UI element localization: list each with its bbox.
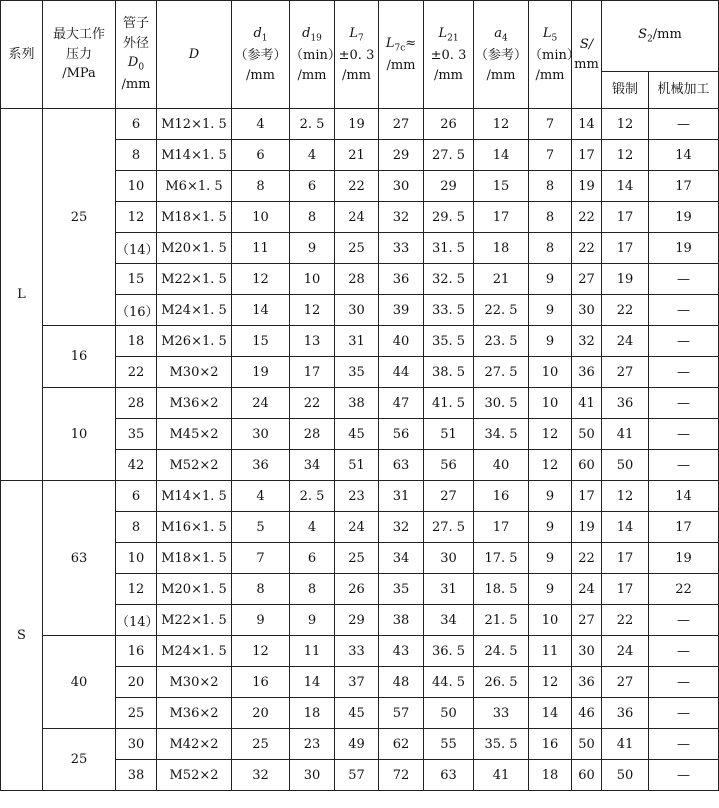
- table-row: [1, 388, 719, 419]
- table-cell: 17: [602, 233, 649, 264]
- table-cell: 19: [572, 512, 602, 543]
- header-machined: 机械加工: [649, 72, 719, 109]
- table-row: [1, 636, 719, 667]
- table-cell: 35. 5: [424, 326, 474, 357]
- table-cell: 40: [379, 326, 424, 357]
- table-cell: 8: [232, 171, 290, 202]
- table-cell: —: [649, 295, 719, 326]
- table-cell: 26. 5: [474, 667, 529, 698]
- table-cell: 12: [602, 109, 649, 140]
- table-cell: 30: [232, 419, 290, 450]
- table-cell: 12: [116, 574, 157, 605]
- table-cell: 22: [572, 543, 602, 574]
- table-cell: 34: [290, 450, 335, 481]
- table-cell: 27. 5: [424, 512, 474, 543]
- table-cell: 31: [424, 574, 474, 605]
- table-cell: 56: [379, 419, 424, 450]
- table-cell: 41: [602, 419, 649, 450]
- table-cell: 57: [335, 760, 379, 791]
- table-cell: 9: [529, 512, 572, 543]
- table-cell: （14）: [116, 233, 157, 264]
- table-cell: 18: [474, 233, 529, 264]
- table-cell: 33: [474, 698, 529, 729]
- header-D: D: [157, 1, 232, 109]
- table-cell: 22: [335, 171, 379, 202]
- table-cell: 14: [290, 667, 335, 698]
- table-cell: 63: [424, 760, 474, 791]
- table-cell: 9: [290, 233, 335, 264]
- table-cell: 25: [335, 233, 379, 264]
- table-cell: —: [649, 698, 719, 729]
- table-cell: 15: [116, 264, 157, 295]
- table-cell: 21. 5: [474, 605, 529, 636]
- header-S2: $S_2/mm$: [602, 1, 719, 72]
- table-cell: 29: [424, 171, 474, 202]
- table-cell: 12: [529, 450, 572, 481]
- table-cell: 4: [232, 109, 290, 140]
- series-cell: S: [1, 481, 43, 791]
- table-cell: 32: [379, 202, 424, 233]
- table-cell: 23. 5: [474, 326, 529, 357]
- table-cell: —: [649, 605, 719, 636]
- table-cell: 11: [529, 636, 572, 667]
- table-cell: 15: [232, 326, 290, 357]
- table-cell: 10: [529, 605, 572, 636]
- table-cell: 18: [116, 326, 157, 357]
- table-row: [1, 109, 719, 140]
- table-cell: —: [649, 729, 719, 760]
- table-cell: 19: [649, 233, 719, 264]
- header-forged: 锻制: [602, 72, 649, 109]
- table-cell: 9: [529, 481, 572, 512]
- table-cell: 35. 5: [474, 729, 529, 760]
- table-cell: 40: [474, 450, 529, 481]
- table-cell: 29: [379, 140, 424, 171]
- table-cell: 17: [602, 543, 649, 574]
- table-cell: 9: [529, 574, 572, 605]
- table-cell: 15: [474, 171, 529, 202]
- table-cell: M18×1. 5: [157, 543, 232, 574]
- table-cell: 18. 5: [474, 574, 529, 605]
- table-cell: M36×2: [157, 698, 232, 729]
- table-cell: 14: [649, 140, 719, 171]
- table-cell: 6: [232, 140, 290, 171]
- table-cell: 17: [649, 512, 719, 543]
- table-cell: 12: [232, 636, 290, 667]
- table-cell: 19: [335, 109, 379, 140]
- table-cell: 48: [379, 667, 424, 698]
- table-cell: 50: [602, 760, 649, 791]
- table-cell: 8: [116, 512, 157, 543]
- pressure-cell: 10: [43, 388, 116, 481]
- table-cell: 51: [424, 419, 474, 450]
- table-cell: 47: [379, 388, 424, 419]
- table-cell: 6: [290, 543, 335, 574]
- table-cell: 12: [474, 109, 529, 140]
- table-cell: 44. 5: [424, 667, 474, 698]
- table-row: [1, 481, 719, 512]
- table-cell: 17: [572, 140, 602, 171]
- table-cell: M30×2: [157, 357, 232, 388]
- table-cell: 17: [602, 574, 649, 605]
- table-cell: 32: [572, 326, 602, 357]
- table-cell: 22: [602, 295, 649, 326]
- table-cell: M36×2: [157, 388, 232, 419]
- table-cell: 9: [529, 326, 572, 357]
- table-cell: 12: [290, 295, 335, 326]
- table-cell: 20: [232, 698, 290, 729]
- table-cell: 24: [602, 636, 649, 667]
- table-cell: M30×2: [157, 667, 232, 698]
- table-cell: 27: [424, 481, 474, 512]
- table-cell: 30: [572, 636, 602, 667]
- table-cell: 6: [290, 171, 335, 202]
- table-cell: 35: [116, 419, 157, 450]
- table-cell: —: [649, 636, 719, 667]
- table-cell: —: [649, 357, 719, 388]
- table-cell: 25: [335, 543, 379, 574]
- table-cell: M16×1. 5: [157, 512, 232, 543]
- table-cell: M45×2: [157, 419, 232, 450]
- table-cell: 39: [379, 295, 424, 326]
- table-cell: 41: [572, 388, 602, 419]
- header-L21: $L_{21}$ ±0. 3 /mm: [424, 1, 474, 109]
- table-row: [1, 326, 719, 357]
- pressure-cell: 16: [43, 326, 116, 388]
- table-cell: 50: [572, 729, 602, 760]
- table-cell: 24: [335, 512, 379, 543]
- table-cell: 27. 5: [474, 357, 529, 388]
- table-cell: 10: [116, 171, 157, 202]
- table-cell: 6: [116, 481, 157, 512]
- table-cell: （16）: [116, 295, 157, 326]
- table-cell: M20×1. 5: [157, 574, 232, 605]
- table-cell: 23: [335, 481, 379, 512]
- table-cell: 17: [474, 512, 529, 543]
- table-cell: 18: [529, 760, 572, 791]
- table-cell: 7: [232, 543, 290, 574]
- table-cell: 46: [572, 698, 602, 729]
- table-cell: 17: [290, 357, 335, 388]
- table-cell: 42: [116, 450, 157, 481]
- table-cell: 14: [649, 481, 719, 512]
- table-cell: 36: [379, 264, 424, 295]
- table-cell: 18: [290, 698, 335, 729]
- table-cell: 41: [602, 729, 649, 760]
- table-cell: 62: [379, 729, 424, 760]
- table-cell: 55: [424, 729, 474, 760]
- table-cell: 6: [116, 109, 157, 140]
- table-cell: 24: [572, 574, 602, 605]
- pressure-cell: 25: [43, 729, 116, 791]
- table-cell: 45: [335, 698, 379, 729]
- table-cell: 12: [232, 264, 290, 295]
- header-d19: $d_{19}$ （min） /mm: [290, 1, 335, 109]
- table-cell: 36: [232, 450, 290, 481]
- table-cell: 12: [529, 419, 572, 450]
- table-cell: 37: [335, 667, 379, 698]
- table-cell: 34: [424, 605, 474, 636]
- table-cell: （14）: [116, 605, 157, 636]
- table-cell: 25: [116, 698, 157, 729]
- table-cell: 10: [529, 357, 572, 388]
- table-cell: 9: [529, 295, 572, 326]
- table-cell: 11: [232, 233, 290, 264]
- pressure-cell: 40: [43, 636, 116, 729]
- table-cell: 12: [116, 202, 157, 233]
- table-cell: 32: [232, 760, 290, 791]
- table-cell: 12: [602, 140, 649, 171]
- table-cell: 50: [572, 419, 602, 450]
- table-cell: M22×1. 5: [157, 605, 232, 636]
- table-cell: 41: [474, 760, 529, 791]
- table-cell: 21: [474, 264, 529, 295]
- table-cell: 38: [379, 605, 424, 636]
- table-cell: 22: [116, 357, 157, 388]
- table-cell: 10: [290, 264, 335, 295]
- table-cell: M52×2: [157, 760, 232, 791]
- table-cell: 22: [572, 233, 602, 264]
- table-cell: 24. 5: [474, 636, 529, 667]
- header-series: 系列: [1, 1, 43, 109]
- table-cell: 34. 5: [474, 419, 529, 450]
- table-cell: 8: [232, 574, 290, 605]
- table-cell: 36: [572, 357, 602, 388]
- table-cell: 12: [529, 667, 572, 698]
- header-diameter: 管子 外径 $D_0$ /mm: [116, 1, 157, 109]
- table-cell: —: [649, 760, 719, 791]
- table-cell: 17: [572, 481, 602, 512]
- header-a4: $a_4$ （参考） /mm: [474, 1, 529, 109]
- table-cell: 22: [290, 388, 335, 419]
- table-cell: 19: [232, 357, 290, 388]
- table-cell: 8: [529, 233, 572, 264]
- table-cell: M24×1. 5: [157, 636, 232, 667]
- table-cell: 63: [379, 450, 424, 481]
- table-cell: 20: [116, 667, 157, 698]
- table-cell: M24×1. 5: [157, 295, 232, 326]
- table-cell: 31: [379, 481, 424, 512]
- table-cell: —: [649, 109, 719, 140]
- table-cell: —: [649, 419, 719, 450]
- table-cell: 31: [335, 326, 379, 357]
- table-cell: 38: [335, 388, 379, 419]
- table-cell: 57: [379, 698, 424, 729]
- table-cell: 17: [602, 202, 649, 233]
- table-cell: 9: [529, 543, 572, 574]
- table-cell: —: [649, 264, 719, 295]
- table-cell: —: [649, 326, 719, 357]
- table-cell: 27: [572, 605, 602, 636]
- table-cell: 4: [290, 140, 335, 171]
- table-cell: 14: [232, 295, 290, 326]
- table-cell: 24: [232, 388, 290, 419]
- table-cell: 27. 5: [424, 140, 474, 171]
- header-L7c: $L_{7c}\approx$ /mm: [379, 1, 424, 109]
- table-cell: 16: [116, 636, 157, 667]
- table-cell: 17: [474, 202, 529, 233]
- table-cell: 50: [424, 698, 474, 729]
- table-cell: 26: [335, 574, 379, 605]
- table-cell: 27: [572, 264, 602, 295]
- table-cell: 27: [602, 667, 649, 698]
- table-cell: 24: [602, 326, 649, 357]
- table-cell: 7: [529, 140, 572, 171]
- table-cell: 9: [529, 264, 572, 295]
- table-cell: 33. 5: [424, 295, 474, 326]
- table-cell: M22×1. 5: [157, 264, 232, 295]
- table-cell: 11: [290, 636, 335, 667]
- table-cell: 14: [572, 109, 602, 140]
- table-cell: 14: [529, 698, 572, 729]
- table-cell: 27: [602, 357, 649, 388]
- table-cell: 32. 5: [424, 264, 474, 295]
- table-cell: 29: [335, 605, 379, 636]
- series-cell: L: [1, 109, 43, 481]
- table-cell: 4: [232, 481, 290, 512]
- header-L5: $L_5$ （min） /mm: [529, 1, 572, 109]
- table-cell: 8: [290, 574, 335, 605]
- table-cell: 23: [290, 729, 335, 760]
- pressure-cell: 63: [43, 481, 116, 636]
- table-cell: 4: [290, 512, 335, 543]
- table-cell: 30: [116, 729, 157, 760]
- table-cell: 12: [602, 481, 649, 512]
- table-cell: 16: [529, 729, 572, 760]
- table-cell: 28: [335, 264, 379, 295]
- table-cell: 51: [335, 450, 379, 481]
- table-cell: M12×1. 5: [157, 109, 232, 140]
- table-cell: 14: [474, 140, 529, 171]
- table-header: [1, 1, 719, 109]
- table-cell: 25: [232, 729, 290, 760]
- table-cell: M42×2: [157, 729, 232, 760]
- header-pressure: 最大工作 压力 /MPa: [43, 1, 116, 109]
- table-cell: 60: [572, 450, 602, 481]
- table-cell: M52×2: [157, 450, 232, 481]
- table-cell: 35: [335, 357, 379, 388]
- table-cell: 56: [424, 450, 474, 481]
- table-cell: M20×1. 5: [157, 233, 232, 264]
- table-cell: 19: [649, 543, 719, 574]
- table-cell: 17. 5: [474, 543, 529, 574]
- table-cell: M6×1. 5: [157, 171, 232, 202]
- table-cell: 17: [649, 171, 719, 202]
- table-cell: 38. 5: [424, 357, 474, 388]
- table-cell: 36. 5: [424, 636, 474, 667]
- table-cell: 21: [335, 140, 379, 171]
- table-cell: 60: [572, 760, 602, 791]
- table-cell: M14×1. 5: [157, 140, 232, 171]
- header-L7: $L_7$ ±0. 3 /mm: [335, 1, 379, 109]
- table-cell: 30: [290, 760, 335, 791]
- table-cell: 8: [116, 140, 157, 171]
- table-cell: 43: [379, 636, 424, 667]
- table-cell: 27: [379, 109, 424, 140]
- header-S: S/ mm: [572, 1, 602, 109]
- table-cell: 41. 5: [424, 388, 474, 419]
- table-cell: 22: [572, 202, 602, 233]
- table-cell: —: [649, 388, 719, 419]
- table-cell: 33: [379, 233, 424, 264]
- table-cell: 9: [290, 605, 335, 636]
- pressure-cell: 25: [43, 109, 116, 326]
- table-cell: 72: [379, 760, 424, 791]
- table-cell: 13: [290, 326, 335, 357]
- table-cell: 14: [602, 512, 649, 543]
- table-cell: 36: [572, 667, 602, 698]
- table-cell: 19: [602, 264, 649, 295]
- table-cell: 2. 5: [290, 481, 335, 512]
- table-cell: 31. 5: [424, 233, 474, 264]
- table-cell: 34: [379, 543, 424, 574]
- table-cell: 10: [232, 202, 290, 233]
- header-d1: $d_1$ （参考） /mm: [232, 1, 290, 109]
- table-cell: 29. 5: [424, 202, 474, 233]
- table-cell: 36: [602, 388, 649, 419]
- table-cell: —: [649, 450, 719, 481]
- table-cell: 28: [290, 419, 335, 450]
- table-cell: M26×1. 5: [157, 326, 232, 357]
- table-cell: 32: [379, 512, 424, 543]
- table-cell: 38: [116, 760, 157, 791]
- table-cell: 30: [572, 295, 602, 326]
- table-cell: 8: [290, 202, 335, 233]
- table-cell: 22: [602, 605, 649, 636]
- table-cell: 24: [335, 202, 379, 233]
- table-cell: —: [649, 667, 719, 698]
- table-cell: 19: [572, 171, 602, 202]
- table-cell: 33: [335, 636, 379, 667]
- table-cell: 2. 5: [290, 109, 335, 140]
- table-cell: 10: [529, 388, 572, 419]
- table-cell: 9: [232, 605, 290, 636]
- table-cell: 19: [649, 202, 719, 233]
- table-cell: 50: [602, 450, 649, 481]
- table-cell: 8: [529, 202, 572, 233]
- table-cell: 44: [379, 357, 424, 388]
- table-body: [1, 109, 719, 791]
- table-cell: 16: [474, 481, 529, 512]
- table-cell: 5: [232, 512, 290, 543]
- table-cell: 22. 5: [474, 295, 529, 326]
- table-cell: 30: [335, 295, 379, 326]
- table-cell: 30: [379, 171, 424, 202]
- table-cell: M14×1. 5: [157, 481, 232, 512]
- table-cell: 30: [424, 543, 474, 574]
- table-cell: 14: [602, 171, 649, 202]
- table-cell: 30. 5: [474, 388, 529, 419]
- table-row: [1, 729, 719, 760]
- table-cell: 7: [529, 109, 572, 140]
- table-cell: 35: [379, 574, 424, 605]
- table-cell: M18×1. 5: [157, 202, 232, 233]
- table-cell: 16: [232, 667, 290, 698]
- table-cell: 36: [602, 698, 649, 729]
- table-cell: 8: [529, 171, 572, 202]
- table-cell: 22: [649, 574, 719, 605]
- table-cell: 26: [424, 109, 474, 140]
- table-cell: 45: [335, 419, 379, 450]
- table-cell: 10: [116, 543, 157, 574]
- table-cell: 28: [116, 388, 157, 419]
- table-cell: 49: [335, 729, 379, 760]
